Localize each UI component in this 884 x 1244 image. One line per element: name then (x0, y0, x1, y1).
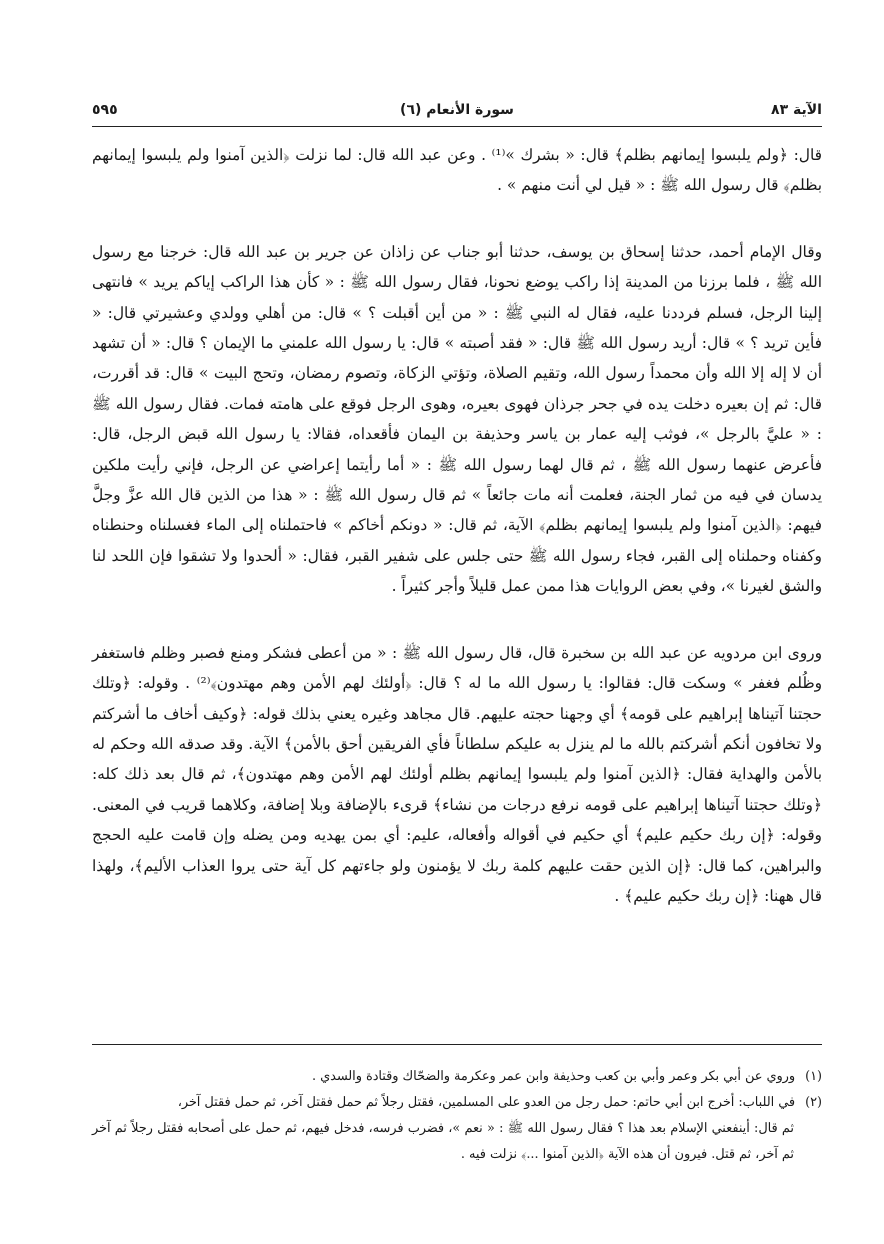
footnote-1 (92, 1064, 822, 1090)
paragraph: وقال الإمام أحمد، حدثنا إسحاق بن يوسف، حدثنا أبو جناب عن زاذان عن جرير بن عبد الله قال: خرجنا مع رسول الله ﷺ ، فلما برزنا من المدينة إذا راكب يوضع نحونا، فقال رسول الله ﷺ : « كأن هذا الراكب إياكم يريد » فانتهى إلينا الرجل، فسلم فرددنا عليه، فقال له النبي ﷺ : « من أين أقبلت ؟ » قال: من أهلي وولدي وعشيرتي قال: « فأين تريد ؟ » قال: أريد رسول الله ﷺ قال: « فقد أصبته » قال: يا رسول الله علمني ما الإيمان ؟ قال: « أن تشهد أن لا إله إلا الله وأن محمداً رسول الله، وتقيم الصلاة، وتؤتي الزكاة، وتصوم رمضان، وتحج البيت » قال: قد أقررت، قال: ثم إن بعيره دخلت يده في جحر جرذان فهوى بعيره، وهوى الرجل فوقع على هامته فمات. فقال رسول الله ﷺ : « عليَّ بالرجل »، فوثب إليه عمار بن ياسر وحذيفة بن اليمان فأقعداه، فقالا: يا رسول الله قبض الرجل، قال: فأعرض عنهما رسول الله ﷺ ، ثم قال لهما رسول الله ﷺ : « أما رأيتما إعراضي عن الرجل، فإني رأيت ملكين يدسان في فيه من ثمار الجنة، فعلمت أنه مات جائعاً » ثم قال رسول الله ﷺ : « هذا من الذين قال الله عزَّ وجلَّ فيهم: ﴿الذين آمنوا ولم يلبسوا إيمانهم بظلم﴾ الآية، ثم قال: « دونكم أخاكم » فاحتملناه إلى الماء فغسلناه وحنطناه وكفناه وحملناه إلى القبر، فجاء رسول الله ﷺ حتى جلس على شفير القبر، فقال: « ألحدوا ولا تشقوا فإن اللحد لنا والشق لغيرنا »، وفي بعض الروايات هذا ممن عمل قليلاً وأجر كثيراً . (92, 242, 822, 596)
footnote-number: (٢) (805, 1095, 822, 1110)
running-header (92, 100, 822, 124)
footnote-2 (92, 1090, 822, 1116)
paragraph-gap (92, 602, 822, 638)
footnotes (92, 1064, 822, 1168)
footnote-text: في اللباب: أخرج ابن أبي حاتم: حمل رجل من العدو على المسلمين، فقتل رجلاً ثم حمل فقتل آخر، ثم حمل فقتل آخر، (177, 1095, 796, 1110)
footnote-rule (92, 1044, 822, 1045)
surah-title: (٦) سورة الأنعام (400, 102, 514, 118)
paragraph: وروى ابن مردويه عن عبد الله بن سخبرة قال، قال رسول الله ﷺ : « من أعطى فشكر ومنع فصبر وظلم فاستغفر وظُلم فغفر » وسكت قال: فقالوا: يا رسول الله ما له ؟ قال: ﴿أولئك لهم الأمن وهم مهتدون﴾⁽²⁾ . وقوله: ﴿وتلك حجتنا آتيناها إبراهيم على قومه﴾ أي وجهنا حجته عليهم. قال مجاهد وغيره يعني بذلك قوله: ﴿وكيف أخاف ما أشركتم ولا تخافون أنكم أشركتم بالله ما لم ينزل به عليكم سلطاناً فأي الفريقين أحق بالأمن﴾ الآية. وقد صدقه الله وحكم له بالأمن والهداية فقال: ﴿الذين آمنوا ولم يلبسوا إيمانهم بظلم أولئك لهم الأمن وهم مهتدون﴾، ثم قال بعد ذلك كله: ﴿وتلك حجتنا آتيناها إبراهيم على قومه نرفع درجات من نشاء﴾ قرىء بالإضافة وبلا إضافة، وكلاهما قريب في المعنى. وقوله: ﴿إن ربك حكيم عليم﴾ أي حكيم في أقواله وأفعاله، عليم: أي بمن يهديه ومن يضله وإن قامت عليه الحجج والبراهين، كما قال: ﴿إن الذين حقت عليهم كلمة ربك لا يؤمنون ولو جاءتهم كل آية حتى يروا العذاب الأليم﴾، ولهذا قال ههنا: ﴿إن ربك حكيم عليم﴾ . (92, 643, 823, 905)
footnote-number: (١) (805, 1069, 822, 1084)
paragraph-gap (92, 201, 822, 237)
header-rule (92, 126, 822, 127)
paragraph: قال: ﴿ولم يلبسوا إيمانهم بظلم﴾ قال: « بشرك »⁽¹⁾ . وعن عبد الله قال: لما نزلت ﴿الذين آمنوا ولم يلبسوا إيمانهم بظلم﴾ قال رسول الله ﷺ : « قيل لي أنت منهم » . (92, 146, 822, 195)
main-text (92, 140, 822, 911)
footnote-text: وروي عن أبي بكر وعمر وأبي بن كعب وحذيفة وابن عمر وعكرمة والضحّاك وقتادة والسدي . (312, 1069, 796, 1084)
footnote-2-continuation: ثم قال: أينفعني الإسلام بعد هذا ؟ فقال رسول الله ﷺ : « نعم »، فضرب فرسه، فدخل فيهم، ثم حمل على أصحابه فقتل رجلاً ثم آخر ثم آخر، ثم قتل. فيرون أن هذه الآية ﴿الذين آمنوا ...﴾ نزلت فيه . (92, 1121, 794, 1162)
verse-label: الآية ٨٣ (771, 102, 822, 118)
page-number: ٥٩٥ (92, 102, 118, 118)
